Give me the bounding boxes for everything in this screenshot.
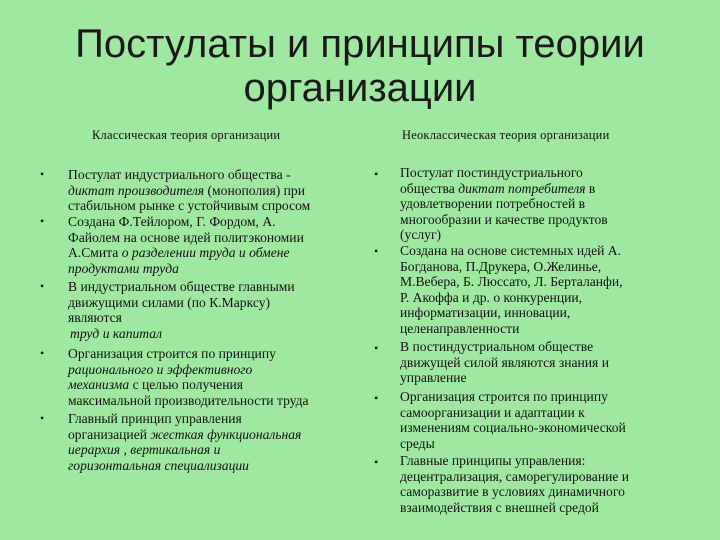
bullet-icon: • bbox=[374, 244, 379, 258]
text-line: самоорганизации и адаптации к bbox=[400, 404, 585, 420]
text-line: труд и капитал bbox=[70, 325, 163, 341]
text-line: Богданова, П.Друкера, О.Желинье, bbox=[400, 258, 602, 274]
text-span: общества bbox=[400, 180, 459, 196]
left-item-4 bbox=[68, 346, 309, 408]
text-line: Организация строится по принципу bbox=[400, 389, 608, 404]
text-line: Создана Ф.Тейлором, Г. Фордом, А. bbox=[68, 214, 276, 229]
text-line: М.Вебера, Б. Люссато, Л. Берталанфи, bbox=[400, 274, 623, 290]
bullet-icon: • bbox=[40, 279, 45, 293]
text-line: максимальной производительности труда bbox=[68, 392, 309, 408]
title-line-2: организации bbox=[243, 66, 477, 110]
text-line: стабильном рынке с устойчивым спросом bbox=[68, 198, 311, 214]
text-line: Р. Акоффа и др. о конкуренции, bbox=[400, 289, 583, 305]
text-line: движущей силой являются знания и bbox=[400, 354, 609, 370]
text-line bbox=[68, 427, 301, 443]
left-item-1 bbox=[68, 167, 310, 214]
bullet-icon: • bbox=[374, 167, 379, 181]
left-item-5 bbox=[68, 411, 301, 473]
text-line: Создана на основе системных идей А. bbox=[400, 243, 621, 258]
text-line: (услуг) bbox=[400, 227, 442, 243]
right-item-5 bbox=[400, 453, 629, 515]
text-line: многообразии и качестве продуктов bbox=[400, 211, 608, 227]
italic-text: жесткая функциональная bbox=[150, 426, 302, 442]
bullet-icon: • bbox=[40, 167, 45, 181]
text-line: В постиндустриальном обществе bbox=[400, 339, 594, 354]
text-line: Постулат индустриального общества - bbox=[68, 167, 291, 182]
italic-text: о разделении труда и обмене bbox=[121, 245, 290, 261]
text-line bbox=[68, 183, 310, 199]
text-line: являются bbox=[68, 310, 122, 326]
bullet-icon: • bbox=[374, 341, 379, 355]
text-line: взаимодействия с внешней средой bbox=[400, 499, 599, 515]
text-line: среды bbox=[400, 435, 435, 451]
right-item-1 bbox=[400, 165, 608, 243]
left-item-2 bbox=[68, 214, 304, 276]
bullet-icon: • bbox=[374, 455, 379, 469]
text-line: удовлетворении потребностей в bbox=[400, 196, 586, 212]
text-line: целенаправленности bbox=[400, 320, 520, 336]
right-item-3 bbox=[400, 339, 609, 386]
left-item-3 bbox=[68, 279, 295, 341]
text-line bbox=[68, 377, 309, 393]
title-line-1: Постулаты и принципы теории bbox=[75, 22, 645, 66]
text-line bbox=[68, 245, 304, 261]
text-line: информатизации, инновации, bbox=[400, 305, 571, 321]
text-line: В индустриальном обществе главными bbox=[68, 279, 295, 294]
right-column-header: Неоклассическая теория организации bbox=[402, 128, 610, 142]
text-line: децентрализация, саморегулирование и bbox=[400, 468, 630, 484]
text-line: горизонтальная специализации bbox=[68, 457, 249, 473]
right-item-2 bbox=[400, 243, 623, 337]
bullet-icon: • bbox=[374, 391, 379, 405]
right-item-4 bbox=[400, 389, 626, 451]
bullet-icon: • bbox=[40, 346, 45, 360]
italic-text: механизма bbox=[68, 377, 130, 393]
text-line: Главный принцип управления bbox=[68, 411, 242, 426]
text-line: Организация строится по принципу bbox=[68, 346, 276, 361]
text-line: Файолем на основе идей политэкономии bbox=[68, 229, 304, 245]
text-span: в bbox=[585, 180, 596, 196]
text-span: с целью получения bbox=[129, 377, 243, 393]
text-line: Постулат постиндустриального bbox=[400, 165, 583, 180]
text-line bbox=[400, 181, 608, 197]
text-span: организацией bbox=[68, 426, 151, 442]
text-line: управление bbox=[400, 370, 467, 386]
text-line: рационального и эффективного bbox=[68, 361, 253, 377]
text-span: А.Смита bbox=[68, 245, 122, 261]
text-line: продуктами труда bbox=[68, 260, 179, 276]
text-span: (монополия) при bbox=[204, 182, 305, 198]
text-line: Главные принципы управления: bbox=[400, 453, 586, 468]
bullet-icon: • bbox=[40, 214, 45, 228]
slide-title bbox=[0, 22, 720, 110]
text-line: изменениям социально-экономической bbox=[400, 420, 626, 436]
italic-text: диктат производителя bbox=[68, 182, 205, 198]
left-column-header: Классическая теория организации bbox=[92, 128, 281, 142]
text-line: движущими силами (по К.Марксу) bbox=[68, 294, 271, 310]
text-line: саморазвитие в условиях динамичного bbox=[400, 484, 625, 500]
italic-text: диктат потребителя bbox=[458, 180, 586, 196]
bullet-icon: • bbox=[40, 411, 45, 425]
text-line: иерархия , вертикальная и bbox=[68, 442, 221, 458]
